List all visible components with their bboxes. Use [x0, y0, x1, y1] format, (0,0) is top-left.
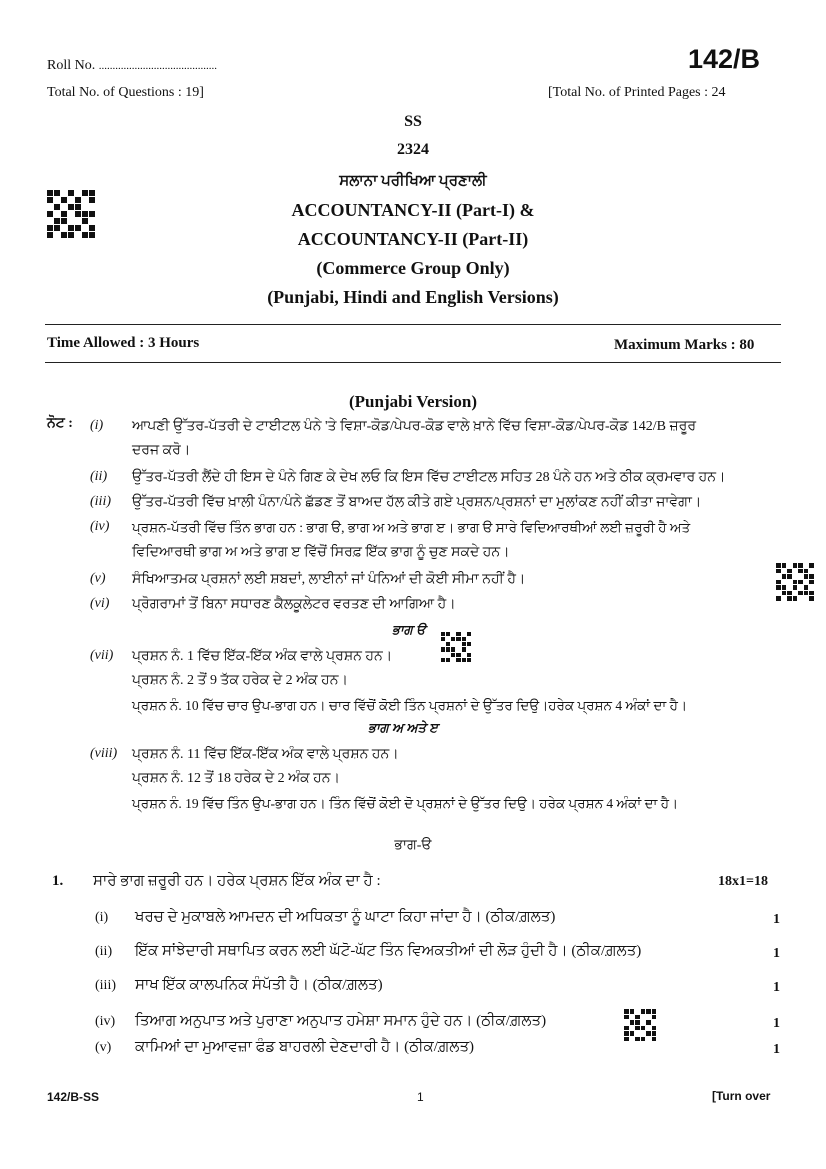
max-marks: Maximum Marks : 80	[614, 337, 755, 353]
page-number: 1	[417, 1090, 424, 1104]
roll-no	[47, 58, 217, 74]
qr-code-question	[624, 1009, 656, 1041]
versions-label: (Punjabi, Hindi and English Versions)	[267, 287, 559, 307]
note-text: ਉੱਤਰ-ਪੱਤਰੀ ਲੈਂਦੇ ਹੀ ਇਸ ਦੇ ਪੰਨੇ ਗਿਣ ਕੇ ਦੇਖ ਲਓ ਕਿ ਇਸ ਵਿੱਚ ਟਾਈਟਲ ਸਹਿਤ 28 ਪੰਨੇ ਹਨ ਅਤੇ ਠੀਕ ਕ੍ਰਮਵਾਰ ਹਨ।	[132, 470, 726, 485]
part-bc-heading: ਭਾਗ ਅ ਅਤੇ ੲ	[368, 720, 438, 735]
part-a-heading: ਭਾਗ ੳ	[392, 622, 426, 637]
title-line1: ACCOUNTANCY-II (Part-I) &	[291, 200, 535, 220]
section-heading: ਭਾਗ-ੳ	[394, 838, 432, 853]
note-num: (vii)	[90, 648, 114, 663]
note-text: ਪ੍ਰਸ਼ਨ ਨੰ. 10 ਵਿੱਚ ਚਾਰ ਉਪ-ਭਾਗ ਹਨ। ਚਾਰ ਵਿੱਚੋਂ ਕੋਈ ਤਿੰਨ ਪ੍ਰਸ਼ਨਾਂ ਦੇ ਉੱਤਰ ਦਿਉ।ਹਰੇਕ ਪ੍ਰਸ਼ਨ 4 ਅੰਕਾਂ ਦਾ ਹੈ।	[132, 698, 688, 713]
qr-code-side	[776, 563, 814, 601]
total-questions: Total No. of Questions : 19]	[47, 85, 204, 100]
note-num: (i)	[90, 418, 104, 433]
note-num: (iv)	[90, 519, 110, 534]
note-num: (v)	[90, 571, 106, 586]
note-text: ਪ੍ਰਸ਼ਨ ਨੰ. 11 ਵਿੱਚ ਇੱਕ-ਇੱਕ ਅੰਕ ਵਾਲੇ ਪ੍ਰਸ਼ਨ ਹਨ।	[132, 747, 399, 762]
note-text: ਉੱਤਰ-ਪੱਤਰੀ ਵਿੱਚ ਖ਼ਾਲੀ ਪੰਨਾ/ਪੰਨੇ ਛੱਡਣ ਤੋਂ ਬਾਅਦ ਹੱਲ ਕੀਤੇ ਗਏ ਪ੍ਰਸ਼ਨ/ਪ੍ਰਸ਼ਨਾਂ ਦਾ ਮੁਲਾਂਕਣ ਨਹੀਂ ਕੀਤਾ ਜਾਵੇਗਾ।	[132, 495, 702, 510]
note-num: (ii)	[90, 469, 108, 484]
divider-bottom	[45, 362, 781, 363]
question-item-text: ਇੱਕ ਸਾਂਝੇਦਾਰੀ ਸਥਾਪਿਤ ਕਰਨ ਲਈ ਘੱਟੋ-ਘੱਟ ਤਿੰਨ ਵਿਅਕਤੀਆਂ ਦੀ ਲੋੜ ਹੁੰਦੀ ਹੈ। (ਠੀਕ/ਗ਼ਲਤ)	[135, 943, 642, 959]
note-text: ਪ੍ਰਸ਼ਨ ਨੰ. 12 ਤੋਂ 18 ਹਰੇਕ ਦੇ 2 ਅੰਕ ਹਨ।	[132, 771, 340, 786]
question-item-num: (iv)	[95, 1014, 116, 1029]
roll-no-label: Roll No.	[47, 58, 96, 73]
note-text: ਆਪਣੀ ਉੱਤਰ-ਪੱਤਰੀ ਦੇ ਟਾਈਟਲ ਪੰਨੇ 'ਤੇ ਵਿਸ਼ਾ-ਕੋਡ/ਪੇਪਰ-ਕੋਡ ਵਾਲੇ ਖ਼ਾਨੇ ਵਿੱਚ ਵਿਸ਼ਾ-ਕੋਡ/ਪੇਪਰ-ਕੋਡ 142/B ਜ਼ਰੂਰ	[132, 419, 697, 434]
total-pages: [Total No. of Printed Pages : 24	[548, 85, 726, 100]
footer-code: 142/B-SS	[47, 1090, 100, 1104]
question-item-mark: 1	[773, 1042, 780, 1057]
note-text: ਪ੍ਰਸ਼ਨ ਨੰ. 1 ਵਿੱਚ ਇੱਕ-ਇੱਕ ਅੰਕ ਵਾਲੇ ਪ੍ਰਸ਼ਨ ਹਨ।	[132, 649, 393, 664]
question-item-mark: 1	[773, 1016, 780, 1031]
question-item-num: (i)	[95, 910, 109, 925]
question-item-text: ਤਿਆਗ ਅਨੁਪਾਤ ਅਤੇ ਪੁਰਾਣਾ ਅਨੁਪਾਤ ਹਮੇਸ਼ਾ ਸਮਾਨ ਹੁੰਦੇ ਹਨ। (ਠੀਕ/ਗ਼ਲਤ)	[135, 1013, 547, 1029]
question-item-text: ਖਰਚ ਦੇ ਮੁਕਾਬਲੇ ਆਮਦਨ ਦੀ ਅਧਿਕਤਾ ਨੂੰ ਘਾਟਾ ਕਿਹਾ ਜਾਂਦਾ ਹੈ। (ਠੀਕ/ਗ਼ਲਤ)	[135, 909, 556, 925]
divider-top	[45, 324, 781, 325]
note-num: (viii)	[90, 746, 118, 761]
question-item-mark: 1	[773, 946, 780, 961]
note-num: (vi)	[90, 596, 110, 611]
note-text: ਪ੍ਰਸ਼ਨ ਨੰ. 2 ਤੋਂ 9 ਤੱਕ ਹਰੇਕ ਦੇ 2 ਅੰਕ ਹਨ।	[132, 673, 348, 688]
group-label: (Commerce Group Only)	[316, 258, 510, 278]
question-item-num: (ii)	[95, 944, 113, 959]
version-heading: (Punjabi Version)	[349, 392, 477, 411]
turn-over: [Turn over	[712, 1089, 771, 1103]
question-item-num: (iii)	[95, 978, 116, 993]
note-text: ਪ੍ਰਸ਼ਨ ਨੰ. 19 ਵਿੱਚ ਤਿੰਨ ਉਪ-ਭਾਗ ਹਨ। ਤਿੰਨ ਵਿੱਚੋਂ ਕੋਈ ਦੋ ਪ੍ਰਸ਼ਨਾਂ ਦੇ ਉੱਤਰ ਦਿਉ। ਹਰੇਕ ਪ੍ਰਸ਼ਨ 4 ਅੰਕਾਂ ਦਾ ਹੈ।	[132, 796, 679, 811]
question-number: 1.	[52, 873, 64, 889]
question-item-mark: 1	[773, 912, 780, 927]
question-text: ਸਾਰੇ ਭਾਗ ਜ਼ਰੂਰੀ ਹਨ। ਹਰੇਕ ਪ੍ਰਸ਼ਨ ਇੱਕ ਅੰਕ ਦਾ ਹੈ :	[93, 873, 381, 889]
exam-system: ਸਲਾਨਾ ਪਰੀਖਿਆ ਪ੍ਰਣਾਲੀ	[339, 173, 487, 189]
note-text: ਸੰਖਿਆਤਮਕ ਪ੍ਰਸ਼ਨਾਂ ਲਈ ਸ਼ਬਦਾਂ, ਲਾਈਨਾਂ ਜਾਂ ਪੰਨਿਆਂ ਦੀ ਕੋਈ ਸੀਮਾ ਨਹੀਂ ਹੈ।	[132, 572, 526, 587]
roll-no-dots: ...........................................	[98, 60, 217, 72]
question-marks: 18x1=18	[718, 874, 768, 889]
time-allowed: Time Allowed : 3 Hours	[47, 335, 200, 351]
paper-code: 142/B	[688, 44, 761, 74]
year-code: 2324	[397, 141, 429, 158]
question-item-mark: 1	[773, 980, 780, 995]
series-code: SS	[404, 113, 422, 130]
title-line2: ACCOUNTANCY-II (Part-II)	[297, 229, 529, 249]
note-text: ਪ੍ਰੋਗਰਾਮਾਂ ਤੋਂ ਬਿਨਾ ਸਧਾਰਣ ਕੈਲਕੂਲੇਟਰ ਵਰਤਣ ਦੀ ਆਗਿਆ ਹੈ।	[132, 597, 456, 612]
note-num: (iii)	[90, 494, 111, 509]
note-text: ਪ੍ਰਸ਼ਨ-ਪੱਤਰੀ ਵਿੱਚ ਤਿੰਨ ਭਾਗ ਹਨ : ਭਾਗ ੳ, ਭਾਗ ਅ ਅਤੇ ਭਾਗ ੲ। ਭਾਗ ੳ ਸਾਰੇ ਵਿਦਿਆਰਥੀਆਂ ਲਈ ਜ਼ਰੂਰੀ ਹੈ ਅਤੇ	[132, 520, 691, 535]
note-text-cont: ਵਿਦਿਆਰਥੀ ਭਾਗ ਅ ਅਤੇ ਭਾਗ ੲ ਵਿੱਚੋਂ ਸਿਰਫ਼ ਇੱਕ ਭਾਗ ਨੂੰ ਚੁਣ ਸਕਦੇ ਹਨ।	[132, 545, 510, 560]
qr-code-header	[47, 190, 95, 238]
question-item-text: ਸਾਖ ਇੱਕ ਕਾਲਪਨਿਕ ਸੰਪੱਤੀ ਹੈ। (ਠੀਕ/ਗ਼ਲਤ)	[135, 977, 383, 993]
notes-label: ਨੋਟ :	[47, 416, 73, 431]
question-item-text: ਕਾਮਿਆਂ ਦਾ ਮੁਆਵਜ਼ਾ ਫੰਡ ਬਾਹਰਲੀ ਦੇਣਦਾਰੀ ਹੈ। (ਠੀਕ/ਗ਼ਲਤ)	[135, 1039, 475, 1055]
note-text-cont: ਦਰਜ ਕਰੋ।	[132, 443, 191, 458]
question-item-num: (v)	[95, 1040, 112, 1055]
qr-code-notes	[441, 632, 471, 662]
